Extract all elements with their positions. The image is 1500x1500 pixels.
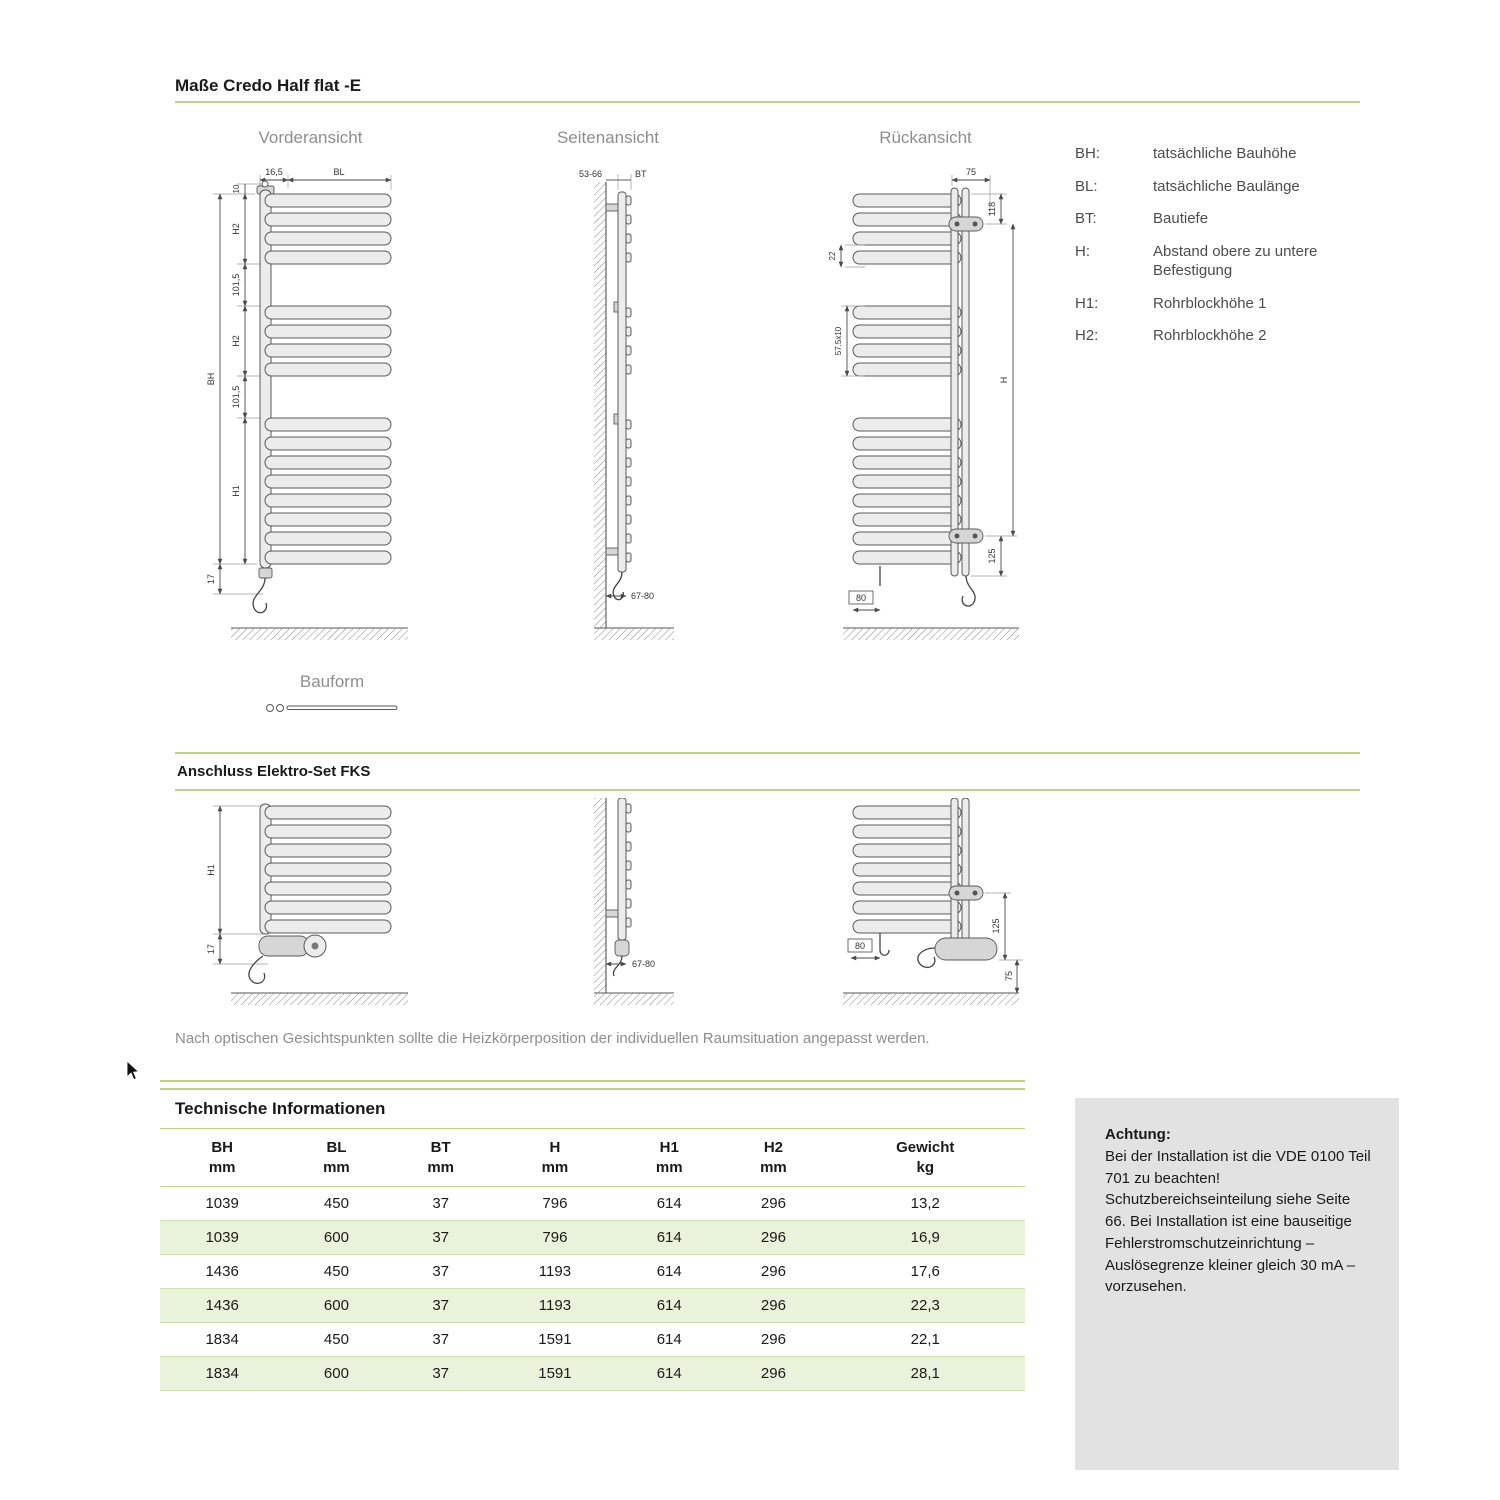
table-cell: 614	[656, 1194, 682, 1212]
dim-rear-118: 118	[987, 201, 997, 217]
fks-section-header	[175, 752, 1360, 791]
technical-info-section	[160, 1080, 1025, 1391]
table-cell: 600	[323, 1228, 349, 1246]
rear-tube-block-upper	[853, 194, 961, 264]
col-header-h: H mm	[493, 1129, 617, 1186]
dim-front-offset: 16,5	[265, 167, 283, 177]
table-cell: 1039	[205, 1194, 239, 1212]
table-cell: 796	[542, 1194, 568, 1212]
dim-front-17: 17	[206, 573, 216, 585]
col-header-gewicht: Gewicht kg	[826, 1129, 1025, 1186]
legend-item	[1075, 326, 1371, 346]
table-cell: 37	[432, 1296, 449, 1314]
table-body	[160, 1186, 1025, 1390]
table-cell: 16,9	[910, 1228, 940, 1246]
front-view-drawing	[193, 166, 428, 666]
bauform-label: Bauform	[299, 672, 365, 691]
dim-front-bh: BH	[206, 372, 216, 386]
front-element-fitting	[259, 568, 272, 578]
dim-rear-80: 80	[855, 593, 867, 603]
table-cell: 600	[323, 1364, 349, 1382]
table-cell: 296	[760, 1194, 786, 1212]
dim-front-h2-lower: H2	[231, 335, 241, 347]
table-cell: 37	[432, 1262, 449, 1280]
side-wall-hatch	[594, 182, 606, 628]
table-cell: 296	[760, 1228, 786, 1246]
side-ground-hatch	[594, 628, 674, 640]
legend-key: H1:	[1075, 294, 1099, 312]
legend-desc: Rohrblockhöhe 2	[1153, 327, 1267, 344]
warning-body: Bei der Installation ist die VDE 0100 Teil 701 zu beachten! Schutzbereichseinteilung siehe Seite 66. Bei Installation ist eine bauseitige Fehlerstromschutzeinrichtung – Auslösegrenze kleiner gleich 30 mA – vorzusehen.	[1105, 1147, 1371, 1296]
table-cell: 37	[432, 1364, 449, 1382]
table-cell: 450	[323, 1262, 349, 1280]
table-cell: 1591	[538, 1330, 572, 1348]
legend-item	[1075, 294, 1371, 314]
dim-rear-125: 125	[987, 548, 997, 564]
fks-rear-power-cable	[918, 948, 935, 967]
table-cell: 614	[656, 1262, 682, 1280]
table-cell: 28,1	[910, 1364, 940, 1382]
fks-section-title: Anschluss Elektro-Set FKS	[177, 763, 371, 780]
legend-desc: tatsächliche Bauhöhe	[1153, 145, 1297, 162]
dim-rear-pitch: 57,5x10	[834, 326, 843, 356]
col-header-bt: BT mm	[389, 1129, 493, 1186]
table-cell: 450	[323, 1330, 349, 1348]
side-power-cable	[613, 572, 623, 600]
table-cell: 17,6	[910, 1262, 940, 1280]
table-cell: 450	[323, 1194, 349, 1212]
side-profile-tab	[614, 414, 618, 424]
col-header-bl: BL mm	[284, 1129, 388, 1186]
dimensions-table	[160, 1129, 1025, 1391]
legend-desc: Rohrblockhöhe 1	[1153, 294, 1267, 312]
bauform-flat-tube	[287, 706, 397, 710]
table-cell: 1193	[538, 1296, 572, 1314]
table-cell: 1834	[205, 1330, 239, 1348]
fks-side-profile	[618, 798, 626, 940]
dim-front-10: 10	[232, 184, 241, 194]
dim-front-h1: H1	[231, 485, 241, 497]
table-cell: 37	[432, 1228, 449, 1246]
fks-front-power-cable	[249, 956, 265, 983]
front-tube-block-middle	[265, 306, 391, 376]
fks-side-tube-ends	[626, 804, 631, 927]
fks-side-ground-hatch	[594, 993, 674, 1005]
legend-key: BH:	[1075, 145, 1101, 162]
fks-rear-ground-hatch	[843, 993, 1019, 1005]
dim-fks-rear-80: 80	[854, 941, 866, 951]
table-cell: 296	[760, 1262, 786, 1280]
dim-front-gap-upper: 101,5	[231, 273, 241, 297]
legend-item	[1075, 209, 1371, 229]
bauform-collector-dot	[267, 705, 274, 712]
table-cell: 796	[542, 1228, 568, 1246]
legend-desc: Abstand obere zu untere Befestigung	[1153, 242, 1318, 279]
fks-front-drawing	[193, 798, 428, 1013]
bauform-collector-dot	[277, 705, 284, 712]
page-title: Maße Credo Half flat -E	[175, 76, 362, 95]
rear-tube-block-lower	[853, 418, 961, 564]
rear-bracket-top	[949, 217, 983, 231]
side-profile	[618, 192, 626, 572]
dimension-legend	[1075, 144, 1371, 359]
table-row	[160, 1254, 1025, 1288]
rear-view-label: Rückansicht	[879, 128, 972, 147]
table-cell: 22,3	[910, 1296, 940, 1314]
dim-fks-front-h1: H1	[206, 864, 216, 876]
fks-rear-rail-left	[951, 798, 958, 944]
table-cell: 296	[760, 1296, 786, 1314]
front-view-label: Vorderansicht	[258, 128, 363, 147]
fks-rear-heating-element	[935, 938, 997, 960]
fks-front-ground-hatch	[231, 993, 408, 1005]
legend-desc: tatsächliche Baulänge	[1153, 177, 1300, 195]
side-profile-tab	[614, 302, 618, 312]
legend-item	[1075, 177, 1371, 197]
legend-key: H:	[1075, 242, 1090, 260]
rear-rail-left	[951, 188, 958, 576]
dim-side-bt: BT	[635, 169, 647, 179]
side-view-drawing	[538, 166, 678, 666]
table-row	[160, 1288, 1025, 1322]
fks-side-power-cable	[613, 956, 622, 976]
fks-rear-drawing	[823, 798, 1028, 1013]
table-header	[160, 1129, 1025, 1186]
rear-view-drawing	[823, 166, 1028, 666]
rear-bracket-bottom	[949, 529, 983, 543]
table-cell: 1834	[205, 1364, 239, 1382]
table-cell: 37	[432, 1330, 449, 1348]
front-tube-block-upper	[265, 194, 391, 264]
dim-rear-75: 75	[965, 167, 977, 177]
dim-front-bl: BL	[333, 167, 345, 177]
table-cell: 600	[323, 1296, 349, 1314]
fks-front-dimensions	[206, 806, 268, 964]
front-dimensions	[206, 167, 391, 594]
dim-side-wall: 53-66	[578, 169, 602, 179]
front-ground-hatch	[231, 628, 408, 640]
tech-rule-top	[160, 1080, 1025, 1090]
dim-rear-22: 22	[828, 251, 837, 261]
table-cell: 296	[760, 1364, 786, 1382]
front-hanger-knob	[262, 181, 268, 187]
table-cell: 1436	[205, 1296, 239, 1314]
warning-box	[1075, 1098, 1399, 1470]
legend-key: H2:	[1075, 327, 1099, 344]
rear-ground-hatch	[843, 628, 1019, 640]
col-header-h1: H1 mm	[617, 1129, 721, 1186]
table-cell: 1193	[538, 1262, 572, 1280]
side-tube-ends	[626, 196, 631, 562]
fks-front-element-knob-center	[312, 943, 319, 950]
legend-item	[1075, 144, 1371, 164]
fks-rear-cable-hook	[880, 950, 889, 955]
side-wall-bracket-top	[606, 204, 618, 211]
col-header-bh: BH mm	[160, 1129, 284, 1186]
fks-side-drawing	[538, 798, 678, 1013]
rear-rail-right	[962, 188, 969, 576]
fks-side-wall-bracket	[606, 910, 618, 917]
table-cell: 22,1	[910, 1330, 940, 1348]
table-cell: 296	[760, 1330, 786, 1348]
table-cell: 37	[432, 1194, 449, 1212]
legend-desc: Bautiefe	[1153, 210, 1209, 227]
table-cell: 1039	[205, 1228, 239, 1246]
dim-fks-side-bottom: 67-80	[632, 959, 656, 969]
title-rule	[175, 101, 1360, 103]
legend-key: BT:	[1075, 210, 1097, 227]
table-cell: 614	[656, 1296, 682, 1314]
dim-fks-rear-75: 75	[1004, 970, 1014, 982]
table-cell: 614	[656, 1228, 682, 1246]
fks-side-wall-hatch	[594, 798, 606, 993]
front-tube-block-lower	[265, 418, 391, 564]
dim-side-bottom: 67-80	[631, 591, 655, 601]
fks-rear-tube-block	[853, 806, 961, 933]
table-cell: 1436	[205, 1262, 239, 1280]
table-cell: 614	[656, 1364, 682, 1382]
rear-tube-block-middle	[853, 306, 961, 376]
front-collector	[260, 190, 271, 568]
fks-front-tube-block	[265, 806, 391, 933]
table-cell: 614	[656, 1330, 682, 1348]
fks-rear-bracket	[949, 886, 983, 900]
bauform-drawing	[262, 696, 402, 720]
rear-power-cable	[962, 576, 975, 606]
front-power-cable	[253, 578, 266, 613]
tech-section-title: Technische Informationen	[160, 1090, 1025, 1129]
side-view-label: Seitenansicht	[556, 128, 660, 147]
table-cell: 1591	[538, 1364, 572, 1382]
mouse-cursor-icon	[126, 1060, 140, 1081]
dim-fks-rear-125: 125	[991, 918, 1001, 934]
side-dimensions	[579, 169, 654, 601]
fks-rear-rail-right	[962, 798, 969, 944]
dim-front-gap-lower: 101,5	[231, 385, 241, 409]
dim-fks-front-17: 17	[206, 943, 216, 955]
dim-front-h2-upper: H2	[231, 223, 241, 235]
fks-front-heating-element	[259, 936, 309, 956]
warning-title: Achtung:	[1105, 1126, 1171, 1143]
fks-side-heating-element	[615, 940, 629, 956]
legend-item	[1075, 242, 1371, 281]
dim-rear-h: H	[999, 376, 1009, 384]
legend-key: BL:	[1075, 177, 1098, 195]
table-row	[160, 1322, 1025, 1356]
table-row	[160, 1220, 1025, 1254]
col-header-h2: H2 mm	[721, 1129, 825, 1186]
table-cell: 13,2	[910, 1194, 940, 1212]
side-wall-bracket-bottom	[606, 548, 618, 555]
table-row	[160, 1186, 1025, 1220]
fks-side-dimensions	[606, 959, 655, 969]
position-note: Nach optischen Gesichtspunkten sollte die Heizkörperposition der individuellen Raumsituation angepasst werden.	[175, 1030, 930, 1047]
table-row	[160, 1356, 1025, 1390]
